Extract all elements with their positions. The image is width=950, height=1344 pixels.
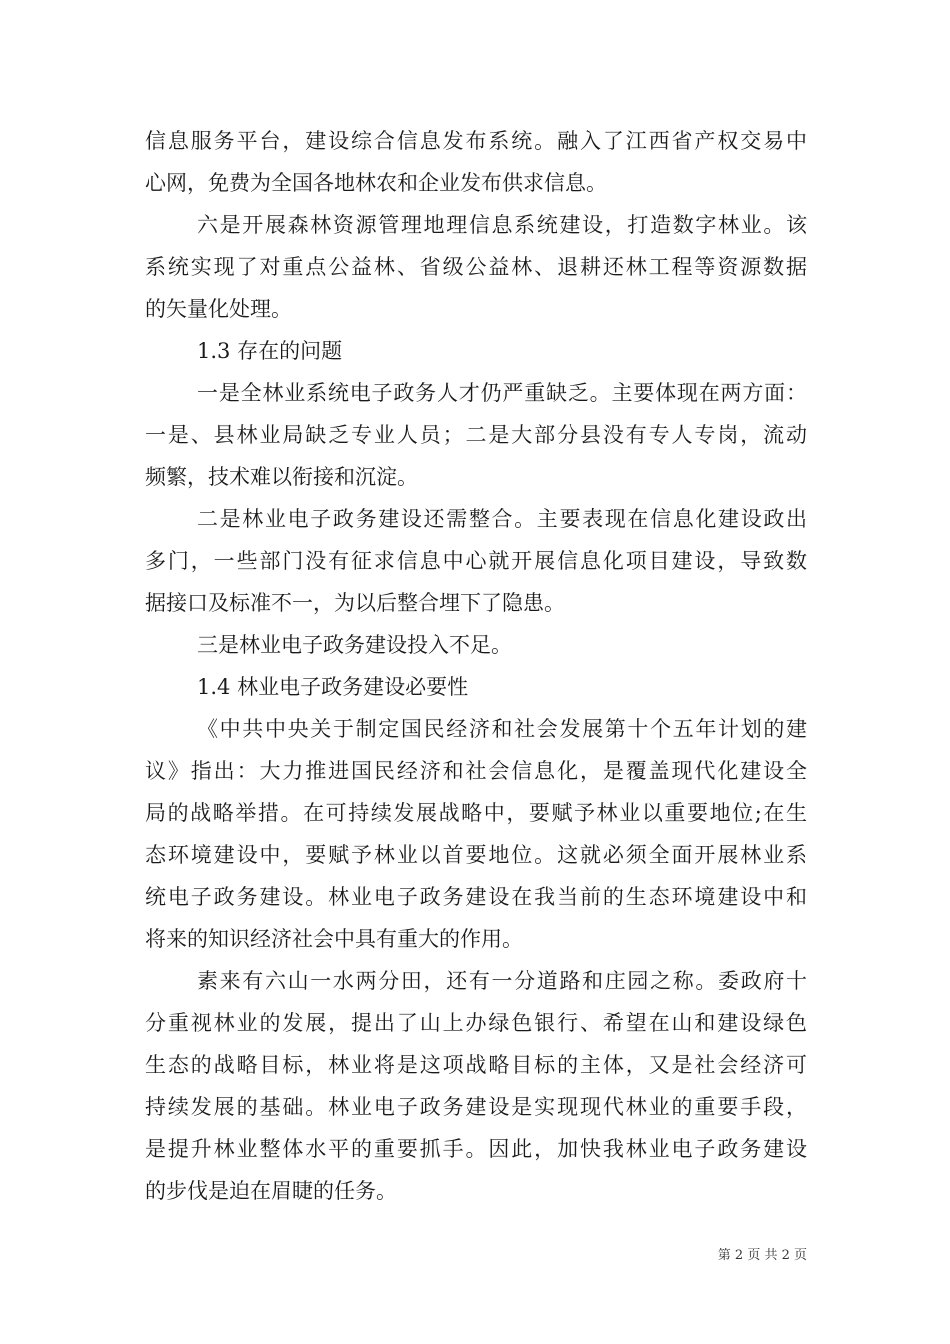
paragraph-line: 持续发展的基础。林业电子政务建设是实现现代林业的重要手段， [145, 1095, 807, 1119]
paragraph-line: 据接口及标准不一，为以后整合埋下了隐患。 [145, 591, 565, 615]
paragraph-line: 三是林业电子政务建设投入不足。 [197, 633, 512, 657]
paragraph-line: 二是林业电子政务建设还需整合。主要表现在信息化建设政出 [197, 507, 807, 531]
section-heading: 1.3 存在的问题 [197, 339, 343, 363]
paragraph-line: 一是、县林业局缺乏专业人员；二是大部分县没有专人专岗，流动 [145, 423, 807, 447]
paragraph-line: 《中共中央关于制定国民经济和社会发展第十个五年计划的建 [197, 717, 807, 741]
paragraph-line: 分重视林业的发展，提出了山上办绿色银行、希望在山和建设绿色 [145, 1011, 807, 1035]
paragraph-line: 的矢量化处理。 [145, 297, 292, 321]
paragraph-line: 素来有六山一水两分田，还有一分道路和庄园之称。委政府十 [197, 969, 807, 993]
paragraph-line: 系统实现了对重点公益林、省级公益林、退耕还林工程等资源数据 [145, 255, 807, 279]
paragraph-line: 是提升林业整体水平的重要抓手。因此，加快我林业电子政务建设 [145, 1137, 807, 1161]
paragraph-line: 生态的战略目标，林业将是这项战略目标的主体，又是社会经济可 [145, 1053, 807, 1077]
page-number: 第 2 页 共 2 页 [717, 1248, 807, 1263]
paragraph-line: 局的战略举措。在可持续发展战略中，要赋予林业以重要地位;在生 [145, 801, 807, 825]
paragraph-line: 六是开展森林资源管理地理信息系统建设，打造数字林业。该 [197, 213, 807, 237]
paragraph-line: 将来的知识经济社会中具有重大的作用。 [145, 927, 523, 951]
paragraph-line: 议》指出：大力推进国民经济和社会信息化，是覆盖现代化建设全 [145, 759, 807, 783]
paragraph-line: 一是全林业系统电子政务人才仍严重缺乏。主要体现在两方面： [197, 381, 807, 405]
paragraph-line: 多门，一些部门没有征求信息中心就开展信息化项目建设，导致数 [145, 549, 807, 573]
paragraph-line: 信息服务平台，建设综合信息发布系统。融入了江西省产权交易中 [145, 129, 807, 153]
paragraph-line: 统电子政务建设。林业电子政务建设在我当前的生态环境建设中和 [145, 885, 807, 909]
paragraph-line: 的步伐是迫在眉睫的任务。 [145, 1179, 397, 1203]
section-heading: 1.4 林业电子政务建设必要性 [197, 675, 469, 699]
paragraph-line: 态环境建设中，要赋予林业以首要地位。这就必须全面开展林业系 [145, 843, 807, 867]
paragraph-line: 心网，免费为全国各地林农和企业发布供求信息。 [145, 171, 607, 195]
paragraph-line: 频繁，技术难以衔接和沉淀。 [145, 465, 418, 489]
document-body [145, 120, 807, 1212]
